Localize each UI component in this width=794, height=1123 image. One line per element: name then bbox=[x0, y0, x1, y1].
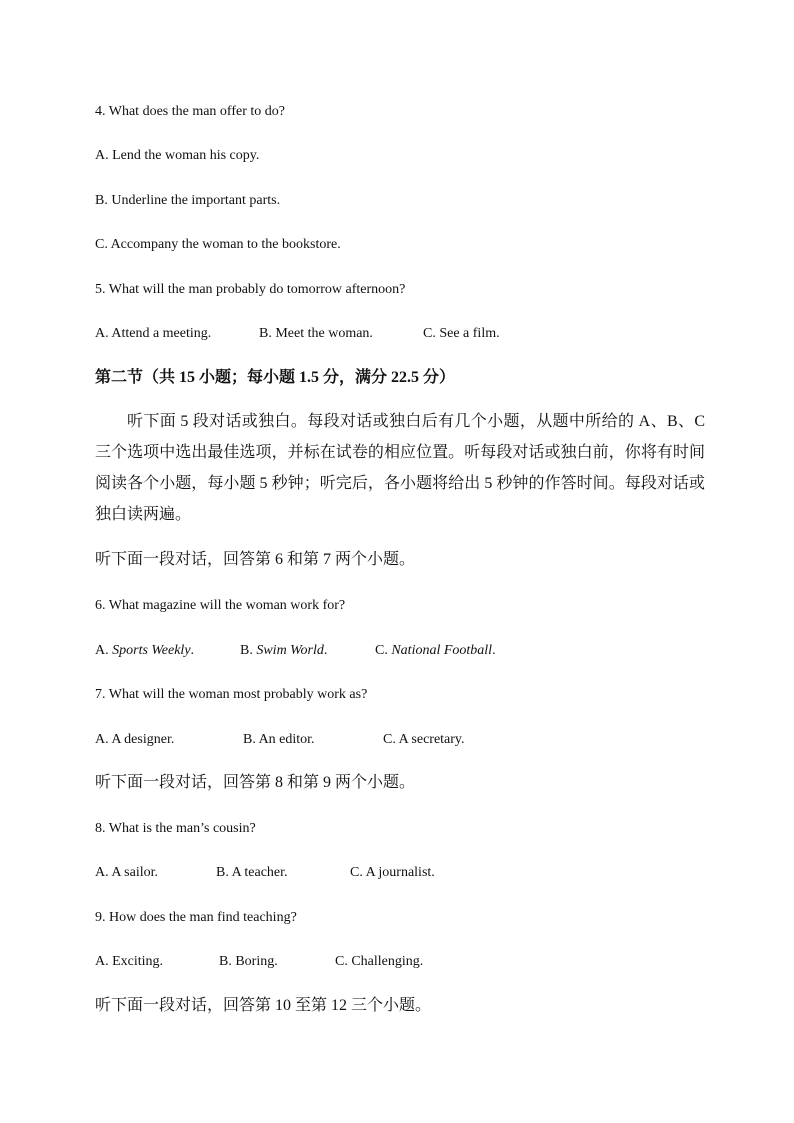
question-7: 7. What will the woman most probably work as? bbox=[95, 687, 368, 702]
option-punctuation: . bbox=[323, 643, 328, 658]
magazine-title: Swim World bbox=[256, 643, 324, 658]
option-letter: A. bbox=[95, 643, 113, 658]
question-9-option-b: B. Boring. bbox=[219, 954, 278, 969]
section-instructions: 听下面 5 段对话或独白。每段对话或独白后有几个小题，从题中所给的 A、B、C 三个选项中选出最佳选项，并标在试卷的相应位置。听每段对话或独白前，你将有时间阅读各个小题，每小题 5 秒钟；听完后，各小题将给出 5 秒钟的作答时间。每段对话或独白读两遍。 bbox=[95, 413, 705, 523]
section-heading: 第二节（共 15 小题；每小题 1.5 分，满分 22.5 分） bbox=[95, 369, 456, 386]
option-punctuation: . bbox=[492, 643, 496, 658]
question-7-option-c: C. A secretary. bbox=[383, 732, 465, 747]
question-8: 8. What is the man’s cousin? bbox=[95, 821, 256, 836]
question-8-option-b: B. A teacher. bbox=[216, 865, 288, 880]
question-4-option-c: C. Accompany the woman to the bookstore. bbox=[95, 237, 341, 252]
question-9-option-a: A. Exciting. bbox=[95, 954, 164, 969]
question-4-option-b: B. Underline the important parts. bbox=[95, 193, 281, 208]
question-5-option-b: B. Meet the woman. bbox=[259, 326, 373, 341]
question-6-option-c bbox=[375, 642, 496, 660]
question-5-option-c: C. See a film. bbox=[423, 326, 500, 341]
magazine-title: National Football bbox=[391, 643, 493, 658]
question-8-option-c: C. A journalist. bbox=[350, 865, 435, 880]
question-9-option-c: C. Challenging. bbox=[335, 954, 424, 969]
question-5: 5. What will the man probably do tomorrow afternoon? bbox=[95, 282, 406, 297]
question-5-option-a: A. Attend a meeting. bbox=[95, 326, 212, 341]
dialogue-intro-10-12: 听下面一段对话，回答第 10 至第 12 三个小题。 bbox=[95, 997, 432, 1014]
question-7-option-a: A. A designer. bbox=[95, 732, 175, 747]
question-4: 4. What does the man offer to do? bbox=[95, 104, 285, 119]
dialogue-intro-6-7: 听下面一段对话，回答第 6 和第 7 两个小题。 bbox=[95, 551, 416, 568]
option-punctuation: . bbox=[190, 643, 195, 658]
magazine-title: Sports Weekly bbox=[112, 643, 191, 658]
question-4-option-a: A. Lend the woman his copy. bbox=[95, 148, 260, 163]
question-9: 9. How does the man find teaching? bbox=[95, 910, 297, 925]
question-7-option-b: B. An editor. bbox=[243, 732, 315, 747]
question-8-option-a: A. A sailor. bbox=[95, 865, 159, 880]
question-6-option-b bbox=[240, 642, 327, 660]
question-6: 6. What magazine will the woman work for? bbox=[95, 598, 346, 613]
option-letter: B. bbox=[240, 643, 257, 658]
question-6-option-a bbox=[95, 642, 194, 660]
dialogue-intro-8-9: 听下面一段对话，回答第 8 和第 9 两个小题。 bbox=[95, 774, 416, 791]
option-letter: C. bbox=[375, 643, 392, 658]
